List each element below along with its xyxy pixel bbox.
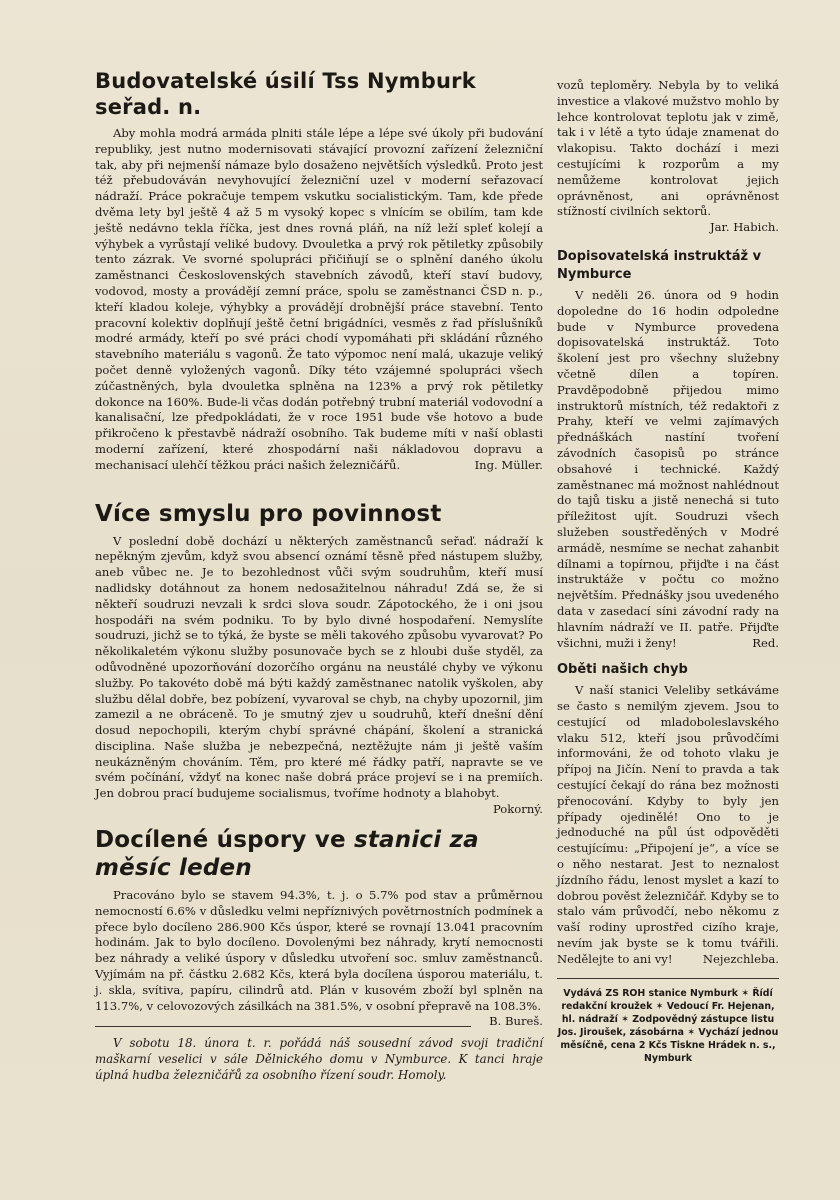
announcement-note: V sobotu 18. února t. r. pořádá náš sousední závod svoji tradiční maškarní veselici v sále Dělnického domu v Nymburce. K tanci hraje úplná hudba železničářů za osobního řízení soudr. Homoly.	[95, 1036, 543, 1083]
article-author: Nejezchleba.	[702, 951, 779, 966]
article-title: Budovatelské úsilí Tss Nymburk seřad. n.	[95, 69, 476, 119]
article-body	[557, 78, 779, 235]
article-body	[95, 888, 543, 1029]
article-text: V neděli 26. února od 9 hodin dopoledne do 16 hodin odpoledne bude v Nymburce provedena dopisovatelská instruktáž. Toto školení jest pro všechny služebny včetně dílen a topíren. Pravděpodobně přijedou mimo instruktorů místních, též redaktoři z Prahy, kteří ve velmi zajímavých přednáškách nastíní tvoření závodních časopisů po stránce obsahové i technické. Každý zaměstnanec má možnost nahlédnout do tajů tisku a jistě nenechá si tuto příležitost ujít. Soudruzi všech služeben soustředěných v Modré armádě, nesmíme se nechat zahanbit dílnami a topírnou, přijďte i na část instruktáže v počtu co možno největším. Přednášky jsou uvedeného data v zasedací síni závodní rady na hlavním nádraží ve II. patře. Přijďte všichni, muži i ženy!	[557, 287, 779, 650]
divider	[95, 1026, 471, 1027]
left-column	[95, 68, 543, 1083]
article-title: Dopisovatelská instruktáž v Nymburce	[557, 248, 762, 282]
article-title: Oběti našich chyb	[557, 662, 688, 678]
article-author: Pokorný.	[492, 802, 543, 817]
article-title: Více smyslu pro povinnost	[95, 500, 442, 527]
article-obeti-nasich-chyb	[557, 661, 779, 967]
article-text: Aby mohla modrá armáda plniti stále lépe a lépe své úkoly při budování republiky, jest nutno modernisovati stávající provozní zařízení železniční tak, aby při nejmenší námaze bylo dosaženo největších výsledků. Proto jest též přebudováván nevyhovující železniční uzel v moderní seřazovací nádraží. Práce pokračuje tempem vskutku socialistickým. Tam, kde přede dvěma lety byl ještě 4 až 5 m vysoký kopec s vlnícím se obilím, tam kde ještě nedávno tekla říčka, jest dnes rovná pláň, na níž leží spleť kolejí a výhybek a vyrůstají veliké budovy. Dvouletka a prvý rok pětiletky způsobily tento zázrak. Ve svorné spolupráci přičiňují se o splnění daného úkolu zaměstnanci Československých stavebních závodů, kteří staví budovy, vodovod, mosty a provádějí zemní práce, spolu se zaměstnanci ČSD n. p., kteří kladou koleje, výhybky a provádějí drobnější práce stavební. Tento pracovní kolektiv doplňují ještě četní brigádníci, vesměs z řad příslušníků modré armády, kteří po své práci chodí vypomáhati při skládání různého stavebního materiálu s vagonů. Že tato výpomoc není malá, ukazuje veliký počet denně vyložených vagonů. Díky této vzájemné spolupráci všech zúčastněných, byla dvouletka splněna na 123% a prvý rok pětiletky dokonce na 160%. Bude-li včas dodán potřebný trubní materiál vodovodní a kanalisační, lze předpokládati, že v roce 1951 bude vše hotovo a bude přikročeno k přestavbě nádraží osobního. Tak budeme míti v naší oblasti moderní zařízení, které zhospodární naši nákladovou dopravu a mechanisací ulehčí těžkou práci našich železničářů.	[95, 126, 543, 472]
right-column	[557, 78, 779, 1065]
article-body	[95, 533, 543, 817]
impressum: Vydává ZS ROH stanice Nymburk ✶ Řídí redakční kroužek ✶ Vedoucí Fr. Hejenan, hl. nádraží ✶ Zodpovědný zástupce listu Jos. Jiroušek, zásobárna ✶ Vychází jednou měsíčně, cena 2 Kčs Tiskne Hrádek n. s., Nymburk	[557, 987, 779, 1064]
article-author: B. Bureš.	[489, 1014, 543, 1029]
article-body	[557, 683, 779, 967]
article-title-part: stanici za měsíc leden	[95, 827, 479, 882]
divider	[557, 978, 779, 979]
article-text: vozů teploměry. Nebyla by to veliká investice a vlakové mužstvo mohlo by lehce kontrolovat teplotu jak v zimě, tak i v létě a tyto údaje znamenat do vlakopisu. Takto dochází i mezi cestujícími k rozporům a my nemůžeme kontrolovat jejich oprávněnost, ani oprávněnost stížností civilních sektorů.	[557, 78, 779, 219]
article-body	[95, 126, 543, 474]
article-author: Jar. Habich.	[710, 220, 779, 235]
article-body	[557, 288, 779, 651]
article-docilene-uspory	[95, 826, 543, 1029]
article-author: Red.	[752, 635, 779, 650]
article-vice-smyslu	[95, 500, 543, 817]
article-title	[95, 826, 543, 882]
article-continuation	[557, 78, 779, 236]
article-title-part: Docílené úspory ve	[95, 827, 354, 854]
article-text: V naší stanici Veleliby setkáváme se často s nemilým zjevem. Jsou to cestující od mladoboleslavského vlaku 512, kteří jsou průvodčími informováni, že od tohoto vlaku je přípoj na Jičín. Není to pravda a tak cestující čekají do rána bez možnosti přenocování. Kdyby to byly jen případy ojedinělé! Ono to je jednoduché na půl úst odpověděti cestujícímu: „Připojení je“, a více se o něho nestarat. Jest to neznalost jízdního řádu, lenost myslet a kazí to dobrou pověst železničář. Kdyby se to stalo vám průvodčí, nebo někomu z vaší rodiny uprostřed cizího kraje, nevím jak byste se k tomu tvářili. Nedělejte to ani vy!	[557, 683, 779, 966]
article-text: Pracováno bylo se stavem 94.3%, t. j. o 5.7% pod stav a průměrnou nemocností 6.6% v důsledku velmi nepříznivých povětrnostních podmínek a přece bylo docíleno 286.900 Kčs úspor, které se rovnají 13.041 pracovním hodinám. Jak to bylo docíleno. Dovolenými bez náhrady, krytí nemocnosti bez náhrady a veliké úspory v důsledku utvoření soc. smluv zaměstnanců. Vyjímám na př. částku 2.682 Kčs, která byla docílena úsporou materiálu, t. j. skla, svítiva, papíru, cilindrů atd. Plán v kusovém zboží byl splněn na 113.7%, v celovozových zásilkách na 381.5%, v osobní přepravě na 108.3%.	[95, 888, 543, 1013]
article-budovatelske-usili	[95, 68, 543, 474]
article-dopisovatelska-instruktaz	[557, 248, 779, 651]
article-text: V poslední době dochází u některých zaměstnanců seřaď. nádraží k nepěkným zjevům, když svou absencí oznámí těsně před nástupem služby, aneb vůbec ne. Je to bezohlednost vůči svým soudruhům, kteří musí nadlidsky dotáhnout za honem nedosažitelnou náhradu! Zdá se, že si někteří soudruzi nevzali k srdci slova soudr. Zápotockého, že i oni jsou hospodáři na svém podniku. To by bylo divné hospodaření. Nemyslíte soudruzi, jichž se to týká, že byste se měli takového způsobu vyvarovat? Po několikaletém výkonu služby posunovače bych se z hloubi duše styděl, za odůvodněné upozorňování dozorčího orgánu na neustálé chyby ve výkonu služby. Po takovéto době má býti každý zaměstnanec natolik vyškolen, aby službu dělal dobře, bez pobízení, vyvaroval se chyb, na chyby upozornil, jim zamezil a ne obráceně. To je smutný zjev u soudruhů, kteří dnešní dění dosud nepochopili, kterým chybí správné chápání, školení a stranická disciplina. Naše služba je nebezpečná, neztěžujte nám ji ještě vaším neukázněným chováním. Těm, pro které mé řádky patří, napravte se ve svém počínání, vždyť na konec naše dobrá práce projeví se i na premiích. Jen dobrou prací budujeme socialismus, tvoříme hodnoty a blahobyt.	[95, 533, 543, 801]
article-author: Ing. Müller.	[474, 457, 543, 472]
